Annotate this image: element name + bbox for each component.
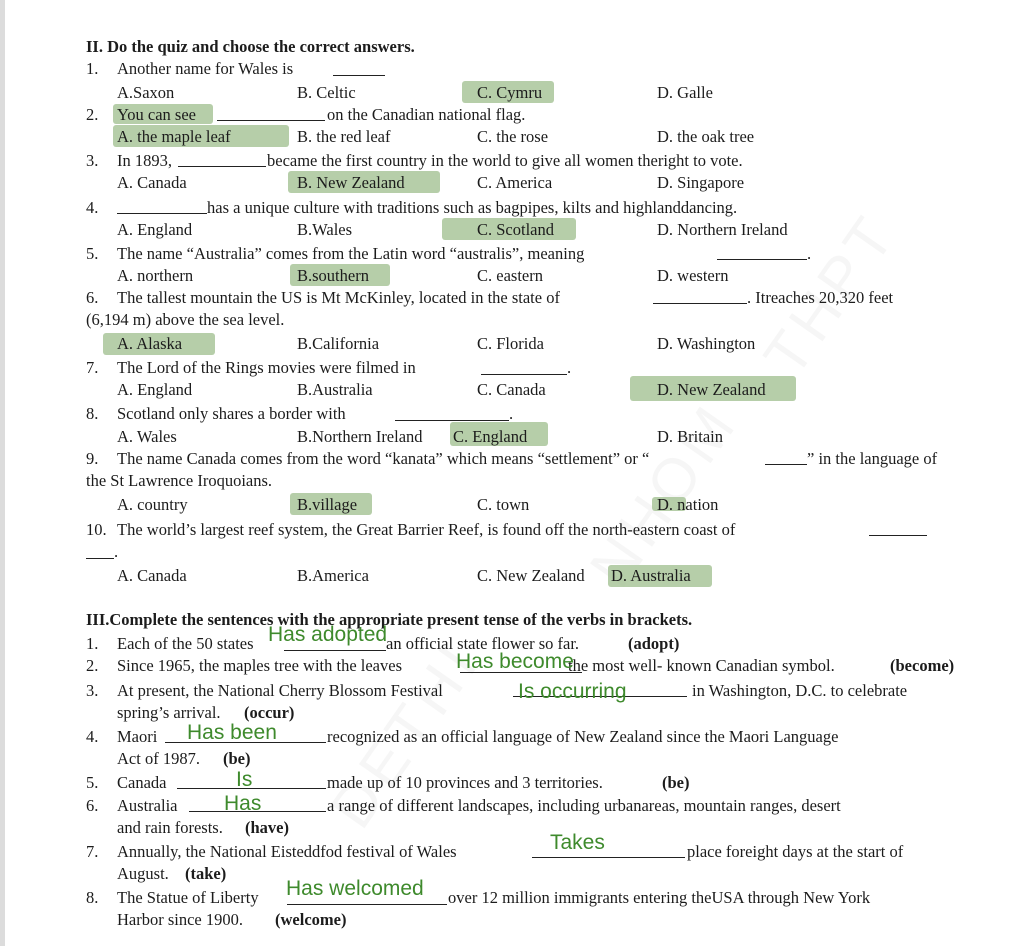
q4-option-b: B.Wales <box>297 220 353 239</box>
q10-option-b: B.America <box>297 566 369 585</box>
q8-option-c: C. England <box>453 427 528 446</box>
s7-text-b: place foreight days at the start of <box>687 842 904 861</box>
section-2-title: II. Do the quiz and choose the correct answers. <box>86 37 415 56</box>
q8-text-a: Scotland only shares a border with <box>117 404 346 423</box>
handwritten-answer-7: Takes <box>550 831 605 854</box>
q5-option-a: A. northern <box>117 266 194 285</box>
s5-verb: (be) <box>662 773 690 792</box>
blank-q8 <box>395 420 509 421</box>
s1-text-b: an official state flower so far. <box>386 634 580 653</box>
q6-option-a: A. Alaska <box>117 334 183 353</box>
blank-q4 <box>117 213 207 214</box>
blank-s1 <box>284 650 386 651</box>
s4-num: 4. <box>86 727 99 746</box>
q9-text-c: the St Lawrence Iroquoians. <box>86 471 273 490</box>
handwritten-answer-3: Is occurring <box>518 680 627 703</box>
s1-verb: (adopt) <box>628 634 680 653</box>
s7-text-a: Annually, the National Eisteddfod festival of Wales <box>117 842 457 861</box>
s6-text-b: a range of different landscapes, including urbanareas, mountain ranges, desert <box>327 796 841 815</box>
s5-text-b: made up of 10 provinces and 3 territories. <box>327 773 603 792</box>
q5-num: 5. <box>86 244 99 263</box>
q3-text-b: became the first country in the world to give all women theright to vote. <box>267 151 743 170</box>
q10-text-a: The world’s largest reef system, the Great Barrier Reef, is found off the north-eastern coast of <box>117 520 736 539</box>
q9-option-d: D. nation <box>657 495 719 514</box>
s4-text-c: Act of 1987. <box>117 749 200 768</box>
q6-option-b: B.California <box>297 334 380 353</box>
q9-num: 9. <box>86 449 99 468</box>
q10-option-a: A. Canada <box>117 566 187 585</box>
s6-text-c: and rain forests. <box>117 818 223 837</box>
s8-num: 8. <box>86 888 99 907</box>
s7-text-c: August. <box>117 864 169 883</box>
q7-text-a: The Lord of the Rings movies were filmed in <box>117 358 416 377</box>
s5-text-a: Canada <box>117 773 167 792</box>
q3-num: 3. <box>86 151 99 170</box>
blank-s7 <box>532 857 685 858</box>
q1-option-d: D. Galle <box>657 83 713 102</box>
q9-option-a: A. country <box>117 495 188 514</box>
q10-num: 10. <box>86 520 107 539</box>
s5-num: 5. <box>86 773 99 792</box>
q4-num: 4. <box>86 198 99 217</box>
q1-option-b: B. Celtic <box>297 83 356 102</box>
q1-option-a: A.Saxon <box>117 83 175 102</box>
q2-num: 2. <box>86 105 99 124</box>
blank-q7 <box>481 374 567 375</box>
s4-text-b: recognized as an official language of New Zealand since the Maori Language <box>327 727 839 746</box>
handwritten-answer-4: Has been <box>187 721 277 744</box>
q10-option-d: D. Australia <box>611 566 691 585</box>
q6-option-c: C. Florida <box>477 334 544 353</box>
q2-option-d: D. the oak tree <box>657 127 755 146</box>
q6-text-c: (6,194 m) above the sea level. <box>86 310 285 329</box>
s4-text-a: Maori <box>117 727 158 746</box>
q5-text-b: . <box>807 244 812 263</box>
q1-text: Another name for Wales is <box>117 59 294 78</box>
q4-text: has a unique culture with traditions such as bagpipes, kilts and highlanddancing. <box>207 198 738 217</box>
s6-verb: (have) <box>245 818 289 837</box>
blank-q1 <box>333 75 385 76</box>
s2-verb: (become) <box>890 656 955 675</box>
handwritten-answer-2: Has become <box>456 650 574 673</box>
q10-option-c: C. New Zealand <box>477 566 585 585</box>
q4-option-a: A. England <box>117 220 193 239</box>
q4-option-c: C. Scotland <box>477 220 554 239</box>
q8-option-b: B.Northern Ireland <box>297 427 423 446</box>
blank-q10a <box>869 535 927 536</box>
q3-option-d: D. Singapore <box>657 173 745 192</box>
s1-num: 1. <box>86 634 99 653</box>
q9-option-c: C. town <box>477 495 530 514</box>
blank-q10b <box>86 558 114 559</box>
blank-q9 <box>765 464 807 465</box>
q3-option-b: B. New Zealand <box>297 173 405 192</box>
q6-num: 6. <box>86 288 99 307</box>
q8-option-d: D. Britain <box>657 427 723 446</box>
q6-option-d: D. Washington <box>657 334 756 353</box>
q6-text-b: . Itreaches 20,320 feet <box>747 288 894 307</box>
s3-text-c: spring’s arrival. <box>117 703 221 722</box>
q3-option-c: C. America <box>477 173 553 192</box>
blank-q3 <box>178 166 266 167</box>
q2-option-c: C. the rose <box>477 127 549 146</box>
s2-num: 2. <box>86 656 99 675</box>
q2-text-b: on the Canadian national flag. <box>327 105 526 124</box>
q7-option-b: B.Australia <box>297 380 373 399</box>
q7-text-b: . <box>567 358 572 377</box>
q2-option-a: A. the maple leaf <box>117 127 231 146</box>
q8-num: 8. <box>86 404 99 423</box>
handwritten-answer-1: Has adopted <box>268 623 388 646</box>
q8-text-b: . <box>509 404 514 423</box>
q7-option-a: A. England <box>117 380 193 399</box>
s7-verb: (take) <box>185 864 227 883</box>
blank-s8 <box>287 904 447 905</box>
q9-text-b: ” in the language of <box>807 449 938 468</box>
q5-option-b: B.southern <box>297 266 369 285</box>
s3-verb: (occur) <box>244 703 295 722</box>
section-3-title: III.Complete the sentences with the appropriate present tense of the verbs in brackets. <box>86 610 693 629</box>
q7-option-c: C. Canada <box>477 380 546 399</box>
handwritten-answer-5: Is <box>236 768 253 791</box>
q5-option-d: D. western <box>657 266 729 285</box>
handwritten-answer-6: Has <box>224 792 262 815</box>
s3-num: 3. <box>86 681 99 700</box>
blank-q6 <box>653 303 747 304</box>
s8-verb: (welcome) <box>275 910 347 929</box>
s7-num: 7. <box>86 842 99 861</box>
q10-text-b: . <box>114 542 119 561</box>
blank-q5 <box>717 259 807 260</box>
s8-text-a: The Statue of Liberty <box>117 888 259 907</box>
q6-text-a: The tallest mountain the US is Mt McKinley, located in the state of <box>117 288 560 307</box>
s8-text-c: Harbor since 1900. <box>117 910 244 929</box>
s2-text-b: the most well- known Canadian symbol. <box>568 656 835 675</box>
q2-text-a: You can see <box>117 105 196 124</box>
q7-option-d: D. New Zealand <box>657 380 766 399</box>
s3-text-b: in Washington, D.C. to celebrate <box>692 681 908 700</box>
q1-num: 1. <box>86 59 99 78</box>
q5-text-a: The name “Australia” comes from the Latin word “australis”, meaning <box>117 244 585 263</box>
q9-option-b: B.village <box>297 495 358 514</box>
q9-text-a: The name Canada comes from the word “kanata” which means “settlement” or “ <box>117 449 650 468</box>
q3-text-a: In 1893, <box>117 151 172 170</box>
s3-text-a: At present, the National Cherry Blossom Festival <box>117 681 443 700</box>
q1-option-c: C. Cymru <box>477 83 543 102</box>
blank-q2 <box>217 120 325 121</box>
q7-num: 7. <box>86 358 99 377</box>
q8-option-a: A. Wales <box>117 427 177 446</box>
s6-text-a: Australia <box>117 796 178 815</box>
s2-text-a: Since 1965, the maples tree with the leaves <box>117 656 402 675</box>
page-edge <box>0 0 5 946</box>
s4-verb: (be) <box>223 749 251 768</box>
q4-option-d: D. Northern Ireland <box>657 220 788 239</box>
s8-text-b: over 12 million immigrants entering theUSA through New York <box>448 888 871 907</box>
s1-text-a: Each of the 50 states <box>117 634 254 653</box>
q2-option-b: B. the red leaf <box>297 127 391 146</box>
q3-option-a: A. Canada <box>117 173 187 192</box>
s6-num: 6. <box>86 796 99 815</box>
handwritten-answer-8: Has welcomed <box>286 877 424 900</box>
q5-option-c: C. eastern <box>477 266 543 285</box>
